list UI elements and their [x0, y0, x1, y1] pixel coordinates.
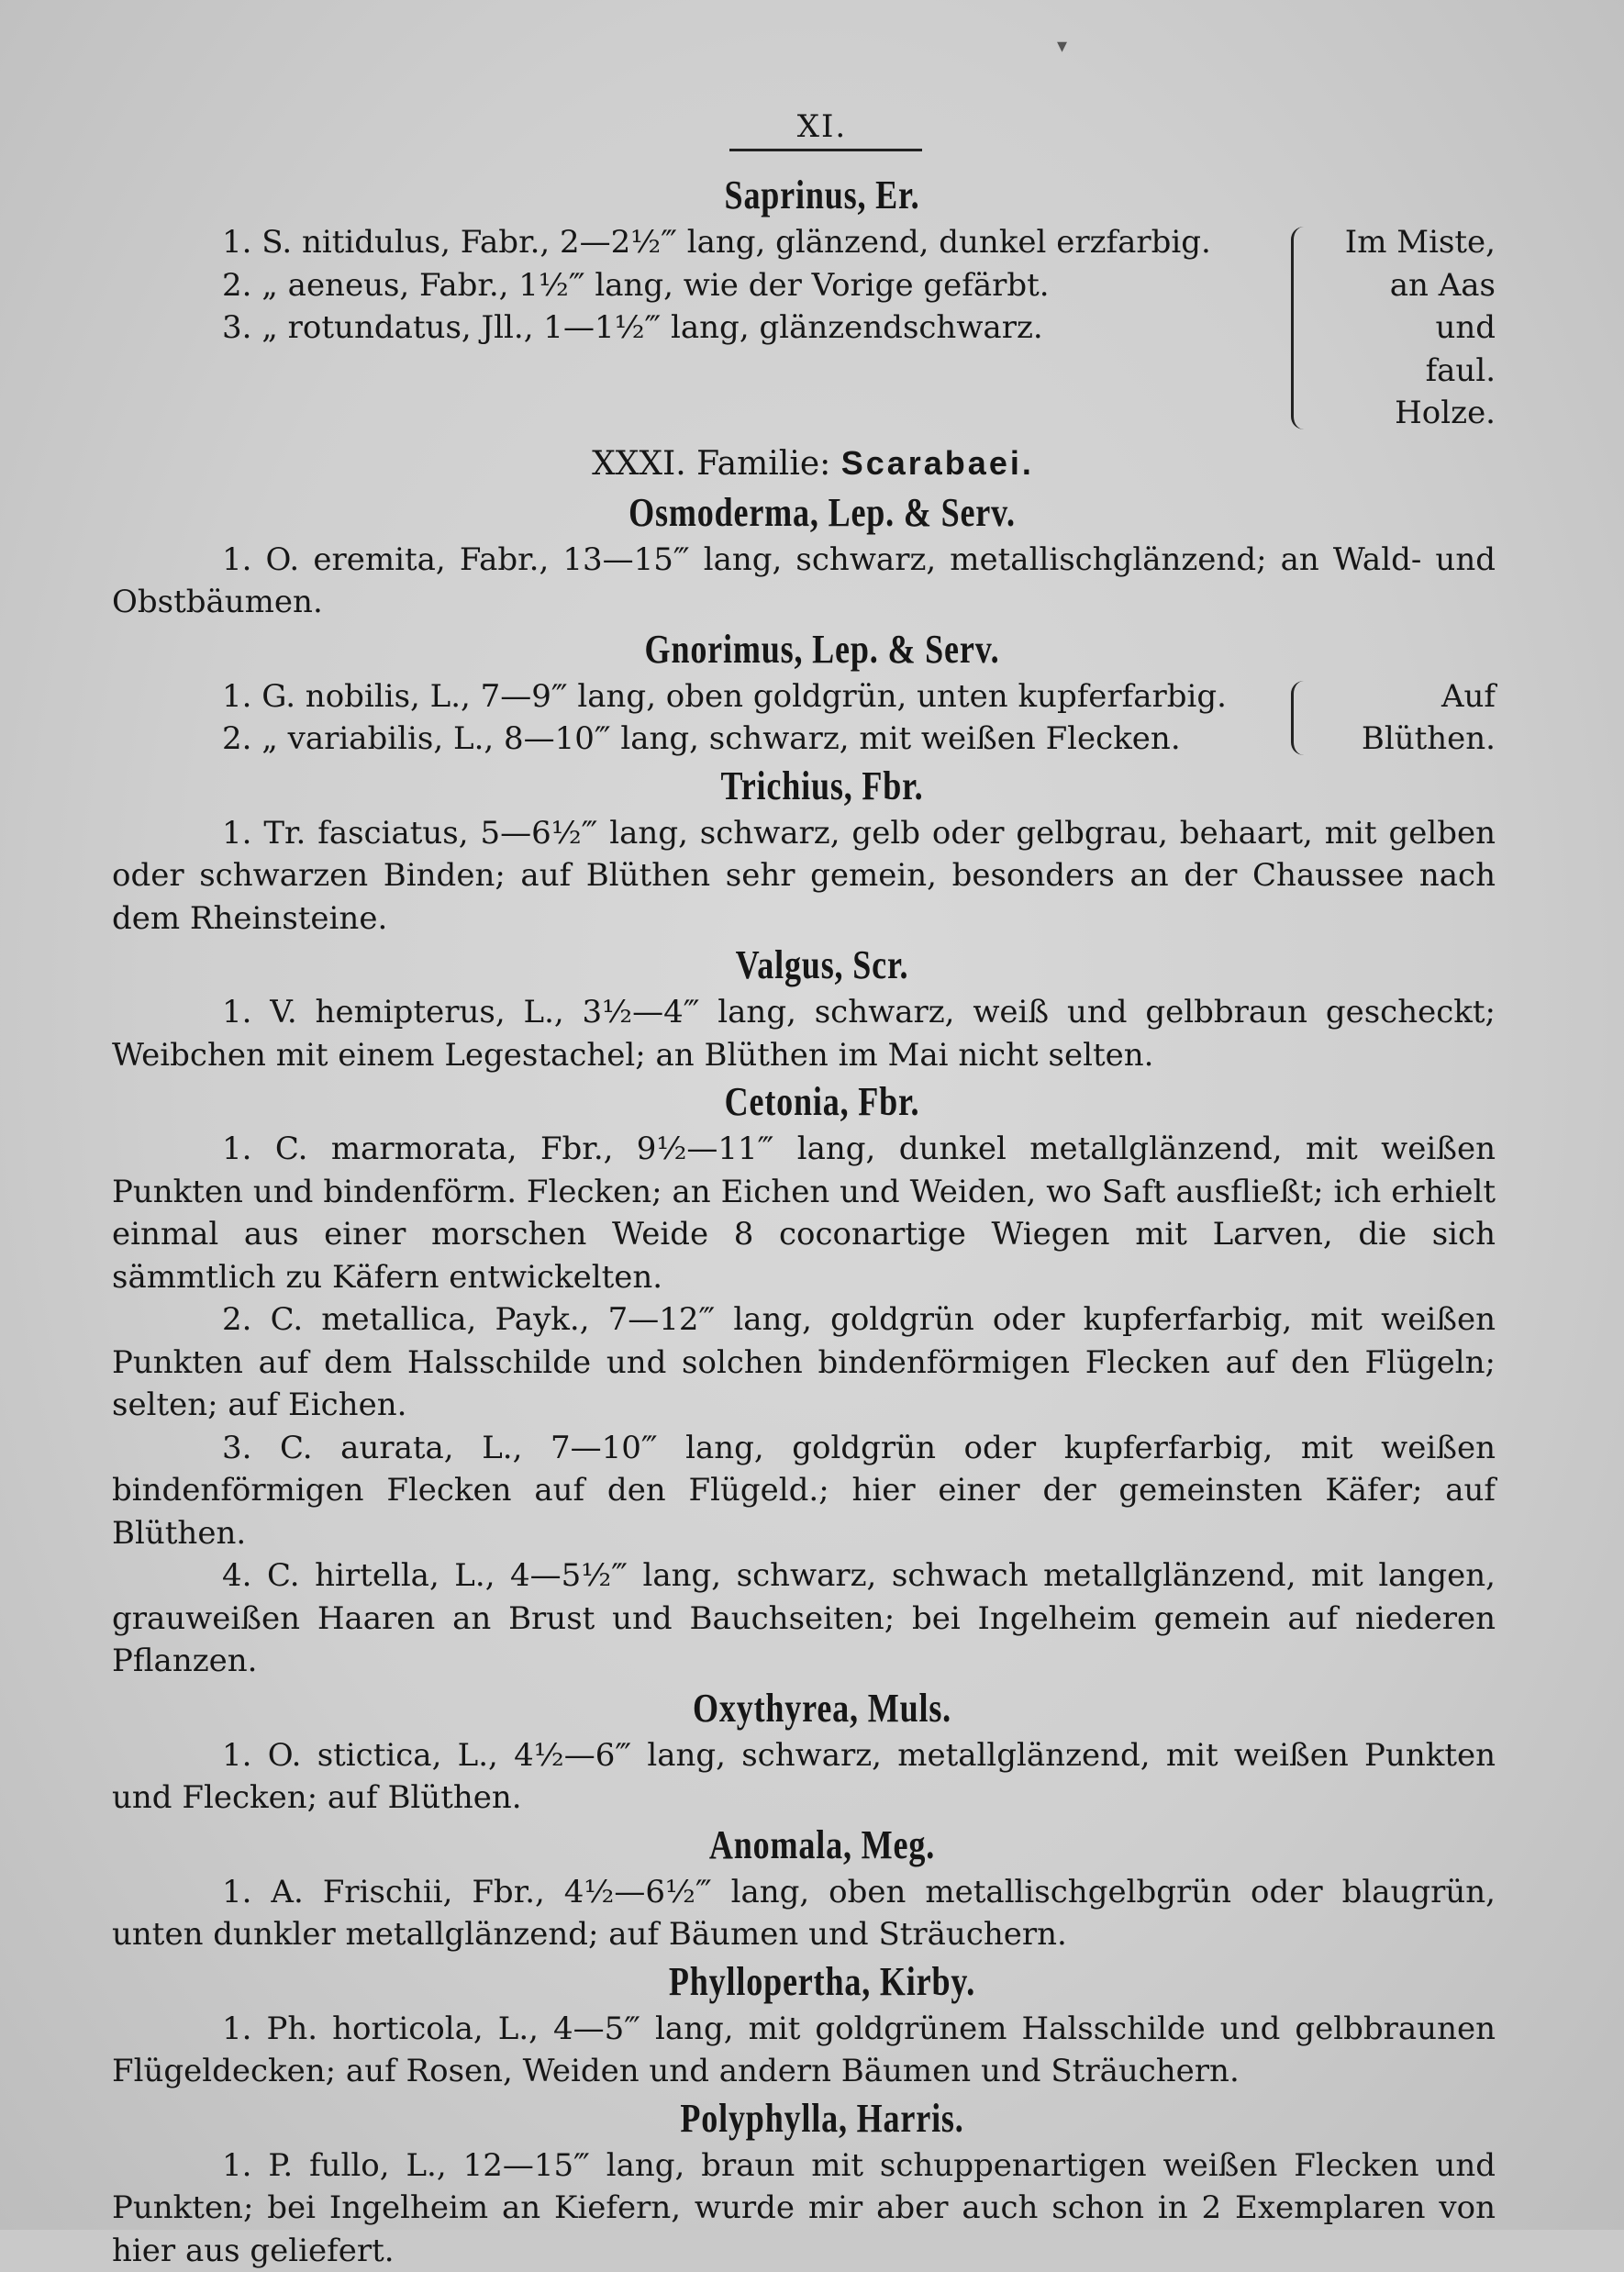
saprinus-species-list	[112, 221, 1285, 435]
species-entry: 2. „ aeneus, Fabr., 1½‴ lang, wie der Vorige gefärbt.	[112, 264, 1285, 307]
family-prefix: XXXI. Familie:	[592, 445, 830, 483]
species-entry: 1. O. eremita, Fabr., 13—15‴ lang, schwarz, metallischglänzend; an Wald- und Obstbäumen.	[112, 539, 1496, 624]
habitat-line: an Aas und	[1321, 264, 1496, 350]
gnorimus-habitat-note	[1321, 675, 1496, 761]
species-entry: 1. Tr. fasciatus, 5—6½‴ lang, schwarz, gelb oder gelbgrau, behaart, mit gelben oder schwarzen Binden; auf Blüthen sehr gemein, besonders an der Chaussee nach dem Rheinsteine.	[112, 812, 1496, 941]
species-entry: 1. P. fullo, L., 12—15‴ lang, braun mit schuppenartigen weißen Flecken und Punkten; bei Ingelheim an Kiefern, wurde mir aber auch schon in 2 Exemplaren von hier aus geliefert.	[112, 2144, 1496, 2272]
genus-heading-polyphylla: Polyphylla, Harris.	[270, 2095, 1374, 2143]
gnorimus-species-list	[112, 675, 1285, 761]
habitat-line: Im Miste,	[1321, 221, 1496, 264]
species-entry: 3. C. aurata, L., 7—10‴ lang, goldgrün oder kupferfarbig, mit weißen bindenförmigen Flecken auf den Flügeld.; hier einer der gemeinsten Käfer; auf Blüthen.	[112, 1427, 1496, 1555]
species-entry: 1. A. Frischii, Fbr., 4½—6½‴ lang, oben metallischgelbgrün oder blaugrün, unten dunkler metallglänzend; auf Bäumen und Sträuchern.	[112, 1871, 1496, 1956]
genus-heading-valgus: Valgus, Scr.	[270, 941, 1374, 989]
species-entry: 1. Ph. horticola, L., 4—5‴ lang, mit goldgrünem Halsschilde und gelbbraunen Flügeldecken; auf Rosen, Weiden und andern Bäumen und Sträuchern.	[112, 2008, 1496, 2093]
gnorimus-species-block	[112, 675, 1496, 761]
genus-heading-osmoderma: Osmoderma, Lep. & Serv.	[270, 489, 1374, 537]
habitat-line: Auf	[1321, 675, 1496, 718]
species-entry: 1. C. marmorata, Fbr., 9½—11‴ lang, dunkel metallglänzend, mit weißen Punkten und bindenförm. Flecken; an Eichen und Weiden, wo Saft ausfließt; ich erhielt einmal aus einer morschen Weide 8 coconartige Wiegen mit Larven, die sich sämmtlich zu Käfern entwickelten.	[112, 1128, 1496, 1298]
genus-heading-phyllopertha: Phyllopertha, Kirby.	[270, 1958, 1374, 2006]
saprinus-species-block	[112, 221, 1496, 435]
species-entry: 1. O. stictica, L., 4½—6‴ lang, schwarz, metallglänzend, mit weißen Punkten und Flecken; auf Blüthen.	[112, 1734, 1496, 1820]
genus-heading-gnorimus: Gnorimus, Lep. & Serv.	[270, 626, 1374, 674]
genus-heading-trichius: Trichius, Fbr.	[270, 763, 1374, 810]
saprinus-habitat-note	[1321, 221, 1496, 435]
species-entry: 1. G. nobilis, L., 7—9‴ lang, oben goldgrün, unten kupferfarbig.	[112, 675, 1285, 718]
page-number-rule	[729, 149, 922, 151]
species-entry: 2. C. metallica, Payk., 7—12‴ lang, goldgrün oder kupferfarbig, mit weißen Punkten auf dem Halsschilde und solchen bindenförmigen Flecken auf den Flügeln; selten; auf Eichen.	[112, 1298, 1496, 1427]
species-entry: 3. „ rotundatus, Jll., 1—1½‴ lang, glänzendschwarz.	[112, 306, 1285, 350]
genus-heading-anomala: Anomala, Meg.	[270, 1821, 1374, 1869]
page-mark: ▾	[1057, 35, 1067, 58]
species-entry: 4. C. hirtella, L., 4—5½‴ lang, schwarz, schwach metallglänzend, mit langen, grauweißen Haaren an Brust und Bauchseiten; bei Ingelheim gemein auf niederen Pflanzen.	[112, 1554, 1496, 1683]
species-entry: 2. „ variabilis, L., 8—10‴ lang, schwarz, mit weißen Flecken.	[112, 718, 1285, 761]
family-name: Scarabaei.	[841, 444, 1034, 482]
family-heading	[130, 442, 1496, 485]
species-entry: 1. S. nitidulus, Fabr., 2—2½‴ lang, glänzend, dunkel erzfarbig.	[112, 221, 1285, 264]
page-number: XI.	[149, 108, 1496, 145]
species-entry: 1. V. hemipterus, L., 3½—4‴ lang, schwarz, weiß und gelbbraun gescheckt; Weibchen mit einem Legestachel; an Blüthen im Mai nicht selten.	[112, 991, 1496, 1076]
brace	[1291, 681, 1314, 755]
habitat-line: faul. Holze.	[1321, 350, 1496, 435]
genus-heading-cetonia: Cetonia, Fbr.	[270, 1078, 1374, 1126]
genus-heading-oxythyrea: Oxythyrea, Muls.	[270, 1685, 1374, 1732]
genus-heading-saprinus: Saprinus, Er.	[270, 172, 1374, 219]
brace	[1291, 227, 1314, 429]
habitat-line: Blüthen.	[1321, 718, 1496, 761]
